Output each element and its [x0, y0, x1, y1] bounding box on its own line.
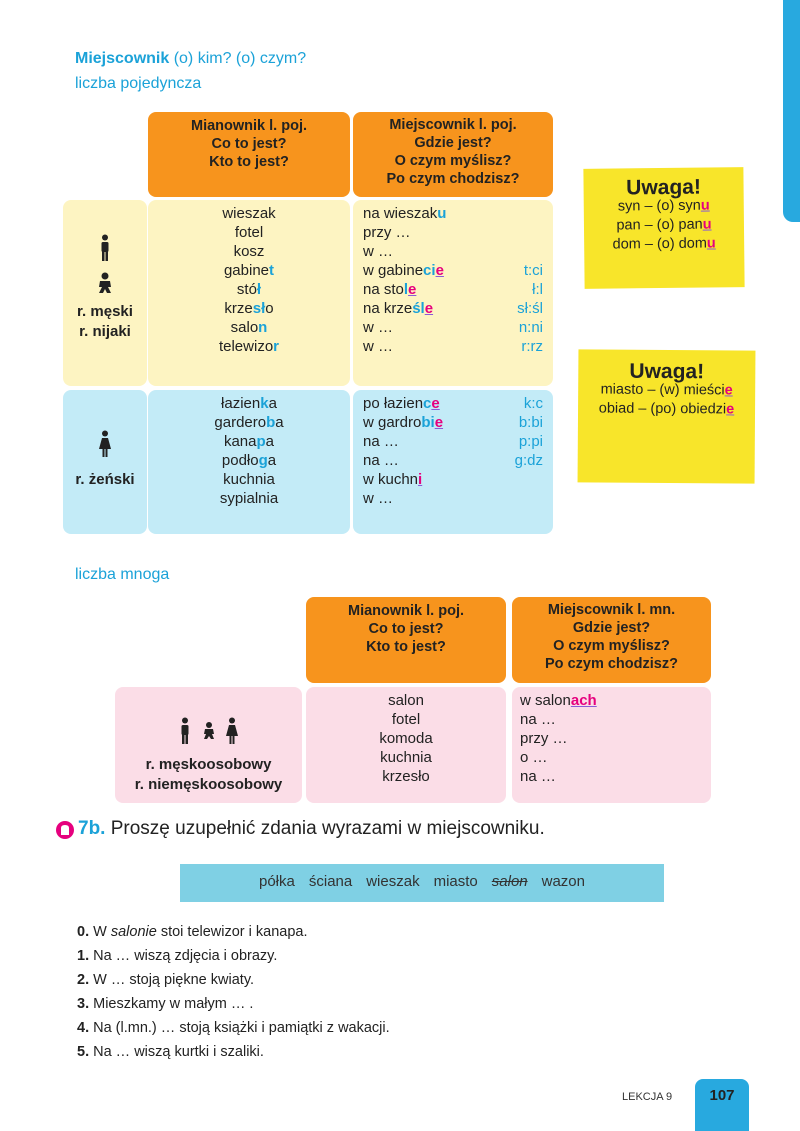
locative-form: w … [363, 490, 393, 507]
note-line: miasto – (w) mieście [600, 381, 733, 399]
locative-form: w salonach [520, 692, 597, 709]
stem-consonant: k [260, 395, 269, 412]
masculine-label [63, 302, 147, 342]
header-line: Gdzie jest? [572, 620, 651, 636]
masculine-locative-cell [353, 200, 553, 386]
locative-form: na wieszaku [363, 205, 447, 222]
nominative-word: fotel [391, 711, 421, 728]
feminine-label: r. żeński [75, 471, 135, 488]
ending: e [434, 414, 444, 431]
header-line: Miejscownik l. poj. [389, 117, 517, 133]
locative-form: o … [520, 749, 548, 766]
locative-form: w … [363, 243, 393, 260]
page-edge-tab [783, 0, 800, 222]
gender-line: r. niemęskoosobowy [134, 776, 283, 793]
plural-gender-labels [115, 755, 302, 795]
nominative-word: gabinet [223, 262, 275, 279]
stem-consonant: ł [256, 281, 262, 298]
ending: e [726, 401, 735, 418]
alternation: b:bi [518, 414, 543, 431]
ending: e [424, 300, 434, 317]
note-line: dom – (o) domu [612, 235, 716, 253]
exercise-sentences [77, 920, 390, 1064]
nominative-word: krzesło [382, 768, 430, 785]
consonant-change: bi [421, 414, 435, 431]
header-line: Mianownik l. poj. [348, 603, 464, 619]
nominative-word: krzesło [224, 300, 274, 317]
locative-form: w gabinecie t:ci [363, 262, 543, 279]
header-line: Po czym chodzisz? [545, 656, 678, 672]
people-icons [174, 717, 244, 745]
nominative-word: salon [230, 319, 268, 336]
plural-label: liczba mnoga [75, 566, 170, 583]
note-stem-change [578, 349, 756, 483]
sentence: 1. Na … wiszą zdjęcia i obrazy. [77, 948, 278, 964]
alternation: n:ni [518, 319, 543, 336]
ending: u [702, 216, 712, 233]
ending: ach [570, 692, 597, 709]
nominative-word: kuchnia [223, 471, 275, 488]
consonant-change: śl [412, 300, 425, 317]
alternation: p:pi [518, 433, 543, 450]
feminine-nominative-cell [148, 390, 350, 534]
sentence: 3. Mieszkamy w małym … . [77, 996, 254, 1012]
sg-header-locative [353, 112, 553, 197]
ending: u [700, 197, 710, 214]
gender-line: r. męski [77, 303, 133, 320]
sentence: 5. Na … wiszą kurtki i szaliki. [77, 1044, 264, 1060]
ending: e [431, 395, 440, 412]
note-masculine-exceptions [583, 167, 744, 289]
nominative-word: podłoga [221, 452, 277, 469]
man-icon [98, 234, 112, 262]
word-bank-item: półka [259, 873, 295, 890]
locative-form: w gardrobie b:bi [363, 414, 543, 431]
locative-form: przy … [520, 730, 568, 747]
locative-form: w … n:ni [363, 319, 543, 336]
nominative-word: łazienka [221, 395, 277, 412]
child-icon [204, 722, 214, 739]
alternation: g:dz [514, 452, 543, 469]
note-title: Uwaga! [626, 175, 702, 200]
stem-consonant: n [258, 319, 268, 336]
word-bank [180, 864, 664, 902]
note-line: obiad – (po) obiedzie [598, 400, 735, 418]
nominative-word: wieszak [222, 205, 276, 222]
locative-form: na … g:dz [363, 452, 543, 469]
alternation: t:ci [523, 262, 543, 279]
section-title: Miejscownik (o) kim? (o) czym? [75, 50, 307, 67]
locative-form: w … r:rz [363, 338, 543, 355]
alternation: r:rz [521, 338, 543, 355]
nominative-word: telewizor [218, 338, 280, 355]
locative-form: przy … [363, 224, 411, 241]
exercise-hand-icon [55, 820, 75, 845]
locative-form: na stole ł:l [363, 281, 543, 298]
header-line: Gdzie jest? [414, 135, 492, 151]
nominative-word: kuchnia [380, 749, 432, 766]
word-bank-item: wieszak [366, 873, 420, 890]
consonant-change: ci [423, 262, 436, 279]
locative-form: na krześle sł:śl [363, 300, 543, 317]
consonant-change: c [423, 395, 432, 412]
nominative-word: salon [388, 692, 424, 709]
exercise-title: 7b. Proszę uzupełnić zdania wyrazami w miejscowniku. [78, 818, 545, 839]
sentence: 2. W … stoją piękne kwiaty. [77, 972, 255, 988]
header-line: O czym myślisz? [394, 153, 512, 169]
masculine-gender-cell [63, 200, 147, 386]
masculine-nominative-cell [148, 200, 350, 386]
ending: e [408, 281, 417, 298]
nominative-word: stół [236, 281, 262, 298]
word-bank-item: salon [491, 873, 528, 890]
feminine-locative-cell [353, 390, 553, 534]
locative-form: na … [520, 768, 556, 785]
stem-consonant: r [273, 338, 280, 355]
stem-consonant: g [258, 452, 268, 469]
child-icon [96, 272, 114, 294]
feminine-gender-cell [63, 390, 147, 534]
consonant-change: u [437, 205, 447, 222]
word-bank-item: wazon [541, 873, 585, 890]
consonant-change: l [403, 281, 409, 298]
ending: i [418, 471, 423, 488]
nominative-word: garderoba [214, 414, 284, 431]
note-line: pan – (o) panu [616, 216, 712, 234]
stem-consonant: b [266, 414, 276, 431]
header-line: O czym myślisz? [553, 638, 670, 654]
header-line: Kto to jest? [209, 154, 289, 170]
plural-gender-cell [115, 687, 302, 803]
note-line: syn – (o) synu [617, 197, 710, 215]
header-line: Po czym chodzisz? [386, 171, 520, 187]
note-title: Uwaga! [629, 359, 705, 384]
header-line: Miejscownik l. mn. [547, 602, 676, 618]
nominative-word: komoda [379, 730, 433, 747]
sentence: 4. Na (l.mn.) … stoją książki i pamiątki z wakacji. [77, 1020, 390, 1036]
pl-header-nominative [306, 597, 506, 683]
page-number: 107 [695, 1079, 749, 1131]
alternation: sł:śl [517, 300, 543, 317]
ending: u [706, 235, 716, 252]
man-icon [181, 718, 188, 745]
header-line: Co to jest? [211, 136, 287, 152]
stem-consonant: t [269, 262, 275, 279]
nominative-word: sypialnia [219, 490, 279, 507]
sentence: 0. W salonie stoi telewizor i kanapa. [77, 924, 308, 940]
plural-locative-cell [512, 687, 711, 803]
ending: e [435, 262, 444, 279]
locative-form: w kuchni [363, 471, 423, 488]
gender-line: r. nijaki [79, 323, 131, 340]
woman-icon [98, 430, 112, 458]
pl-header-locative [512, 597, 711, 683]
alternation: k:c [523, 395, 543, 412]
ending: e [724, 382, 733, 399]
plural-nominative-cell [306, 687, 506, 803]
locative-form: po łazience k:c [363, 395, 543, 412]
alternation: ł:l [532, 281, 543, 298]
sg-header-nominative [148, 112, 350, 197]
nominative-word: fotel [234, 224, 264, 241]
woman-icon [226, 718, 238, 745]
stem-consonant: p [256, 433, 266, 450]
lesson-label: LEKCJA 9 [622, 1091, 673, 1103]
header-line: Mianownik l. poj. [191, 118, 307, 134]
header-line: Co to jest? [368, 621, 444, 637]
stem-consonant: sł [252, 300, 266, 317]
word-bank-item: miasto [433, 873, 478, 890]
nominative-word: kosz [233, 243, 265, 260]
singular-label: liczba pojedyncza [75, 75, 202, 92]
locative-form: na … p:pi [363, 433, 543, 450]
header-line: Kto to jest? [366, 639, 446, 655]
gender-line: r. męskoosobowy [145, 756, 272, 773]
word-bank-item: ściana [308, 873, 353, 890]
locative-form: na … [520, 711, 556, 728]
nominative-word: kanapa [223, 433, 275, 450]
